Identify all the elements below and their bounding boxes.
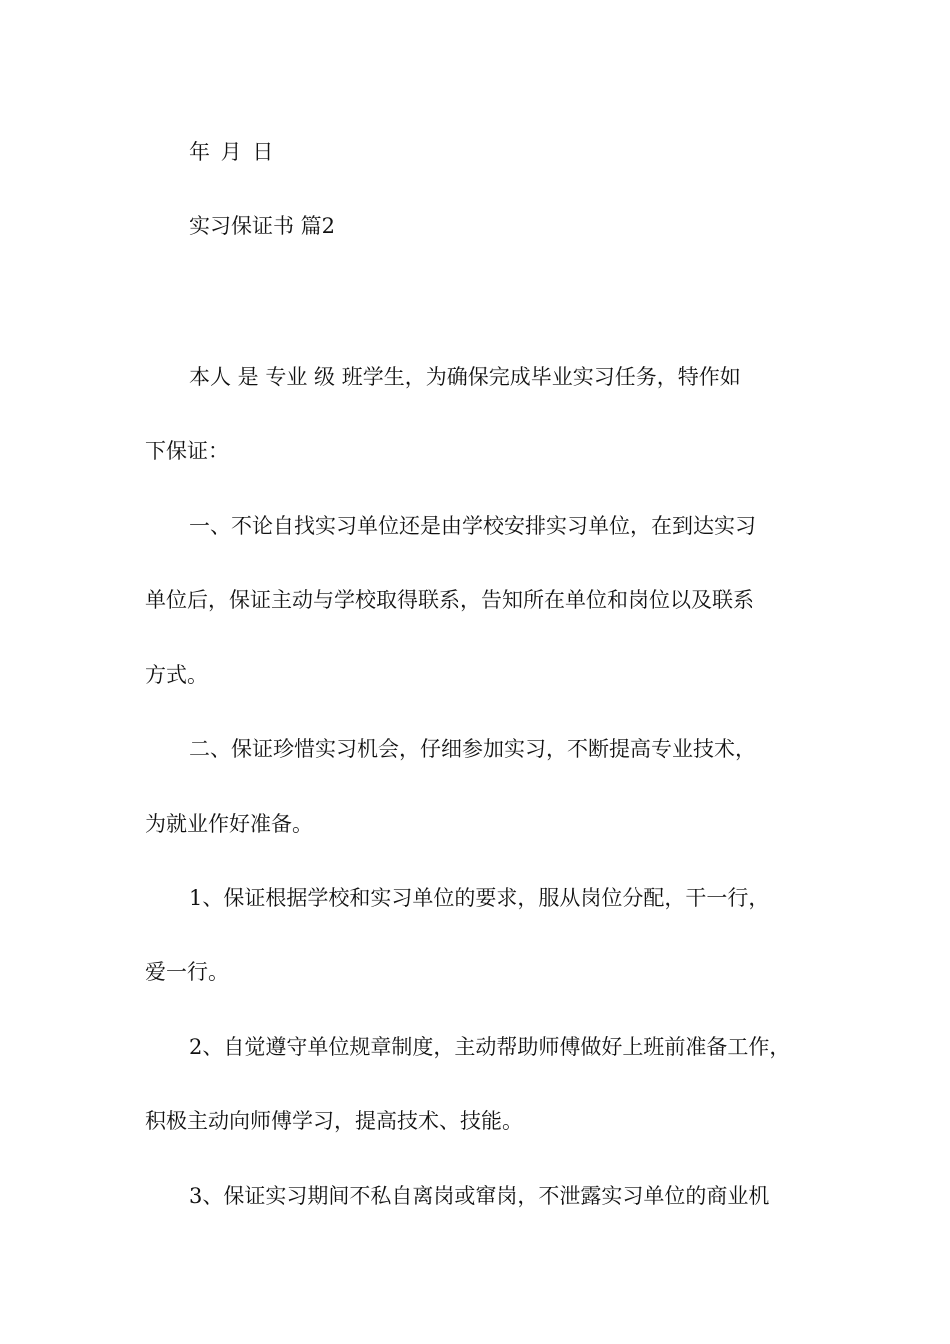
paragraph-line: 方式。: [145, 663, 208, 687]
date-line: 年 月 日: [189, 140, 274, 164]
paragraph-line: 为就业作好准备。: [145, 812, 313, 836]
paragraph-line: 本人 是 专业 级 班学生，为确保完成毕业实习任务，特作如: [189, 365, 741, 389]
section-title: 实习保证书 篇2: [189, 214, 336, 238]
paragraph-line: 二、保证珍惜实习机会，仔细参加实习，不断提高专业技术，: [189, 737, 756, 761]
paragraph-line: 爱一行。: [145, 960, 229, 984]
paragraph-line: 3、保证实习期间不私自离岗或窜岗，不泄露实习单位的商业机: [189, 1184, 770, 1208]
paragraph-line: 2、自觉遵守单位规章制度，主动帮助师傅做好上班前准备工作，: [189, 1035, 791, 1059]
paragraph-line: 单位后，保证主动与学校取得联系，告知所在单位和岗位以及联系: [145, 588, 754, 612]
paragraph-line: 积极主动向师傅学习，提高技术、技能。: [145, 1109, 523, 1133]
paragraph-line: 1、保证根据学校和实习单位的要求，服从岗位分配，干一行，: [189, 886, 770, 910]
paragraph-line: 一、不论自找实习单位还是由学校安排实习单位，在到达实习: [189, 514, 756, 538]
paragraph-line: 下保证：: [145, 439, 229, 463]
